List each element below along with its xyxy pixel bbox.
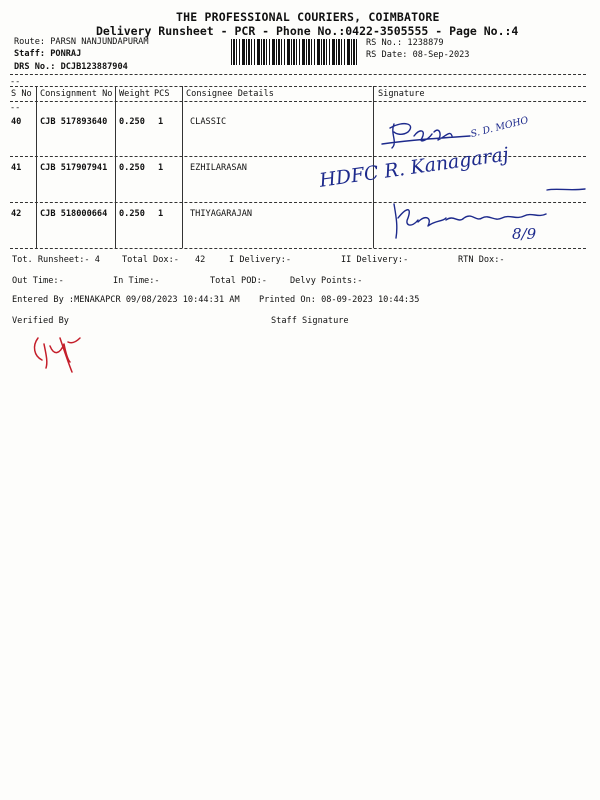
table-row-weight: 0.250: [119, 209, 145, 219]
rs-number: RS No.: 1238879: [366, 38, 444, 48]
table-row-consignment: CJB 517907941: [40, 163, 108, 173]
company-title: THE PROFESSIONAL COURIERS, COIMBATORE: [176, 10, 440, 24]
table-row-pcs: 1: [158, 117, 164, 127]
col-header-weight: Weight: [119, 89, 151, 99]
col-header-consignee: Consignee Details: [186, 89, 274, 99]
dash-mark: --: [10, 103, 21, 113]
staff-label: Staff: PONRAJ: [14, 49, 82, 59]
rs-date: RS Date: 08-Sep-2023: [366, 50, 470, 60]
entered-by: Entered By :MENAKAPCR 09/08/2023 10:44:31 AM: [12, 295, 240, 305]
rule-top: [10, 74, 586, 75]
i-delivery: I Delivery:-: [229, 255, 292, 265]
col-header-signature: Signature: [378, 89, 425, 99]
rule-header-bottom: [10, 101, 586, 102]
signature-row-41-note: HDFC R. Kanagaraj: [318, 143, 511, 192]
total-dox-value: 42: [195, 255, 206, 265]
verified-by: Verified By: [12, 316, 69, 326]
route-label: Route: PARSN NANJUNDAPURAM: [14, 37, 149, 47]
runsheet-subtitle: Delivery Runsheet - PCR - Phone No.:0422-3505555 - Page No.:4: [96, 24, 519, 38]
table-row-weight: 0.250: [119, 163, 145, 173]
delvy-points: Delvy Points:-: [290, 276, 363, 286]
table-row-pcs: 1: [158, 163, 164, 173]
table-row-sno: 41: [11, 163, 22, 173]
table-row-pcs: 1: [158, 209, 164, 219]
col-divider: [36, 86, 37, 248]
table-row-sno: 42: [11, 209, 22, 219]
table-row-consignee: EZHILARASAN: [190, 163, 247, 173]
out-time: Out Time:-: [12, 276, 64, 286]
dash-mark: --: [10, 77, 21, 87]
table-row-consignment: CJB 517893640: [40, 117, 108, 127]
rule-header-top: [10, 86, 586, 87]
signature-row-42-date: 8/9: [512, 225, 537, 243]
col-divider: [182, 86, 183, 248]
table-row-consignment: CJB 518000664: [40, 209, 108, 219]
staff-signature: Staff Signature: [271, 316, 349, 326]
signature-row-40-name: S. D. MOHO: [469, 115, 530, 140]
table-row-sno: 40: [11, 117, 22, 127]
table-row-consignee: THIYAGARAJAN: [190, 209, 253, 219]
col-header-consignment: Consignment No: [40, 89, 113, 99]
col-divider: [115, 86, 116, 248]
col-header-sno: S No: [11, 89, 32, 99]
rtn-dox: RTN Dox:-: [458, 255, 505, 265]
tot-runsheet: Tot. Runsheet:- 4: [12, 255, 100, 265]
signature-row-41-trail: [545, 184, 590, 194]
printed-on: Printed On: 08-09-2023 10:44:35: [259, 295, 420, 305]
table-row-weight: 0.250: [119, 117, 145, 127]
table-row-consignee: CLASSIC: [190, 117, 227, 127]
in-time: In Time:-: [113, 276, 160, 286]
total-dox-label: Total Dox:-: [122, 255, 179, 265]
rule-row-42: [10, 248, 586, 249]
col-header-pcs: PCS: [154, 89, 170, 99]
ii-delivery: II Delivery:-: [341, 255, 409, 265]
verification-mark: [28, 332, 88, 374]
barcode: [231, 39, 359, 65]
drs-number: DRS No.: DCJB123887904: [14, 62, 128, 72]
total-pod: Total POD:-: [210, 276, 267, 286]
